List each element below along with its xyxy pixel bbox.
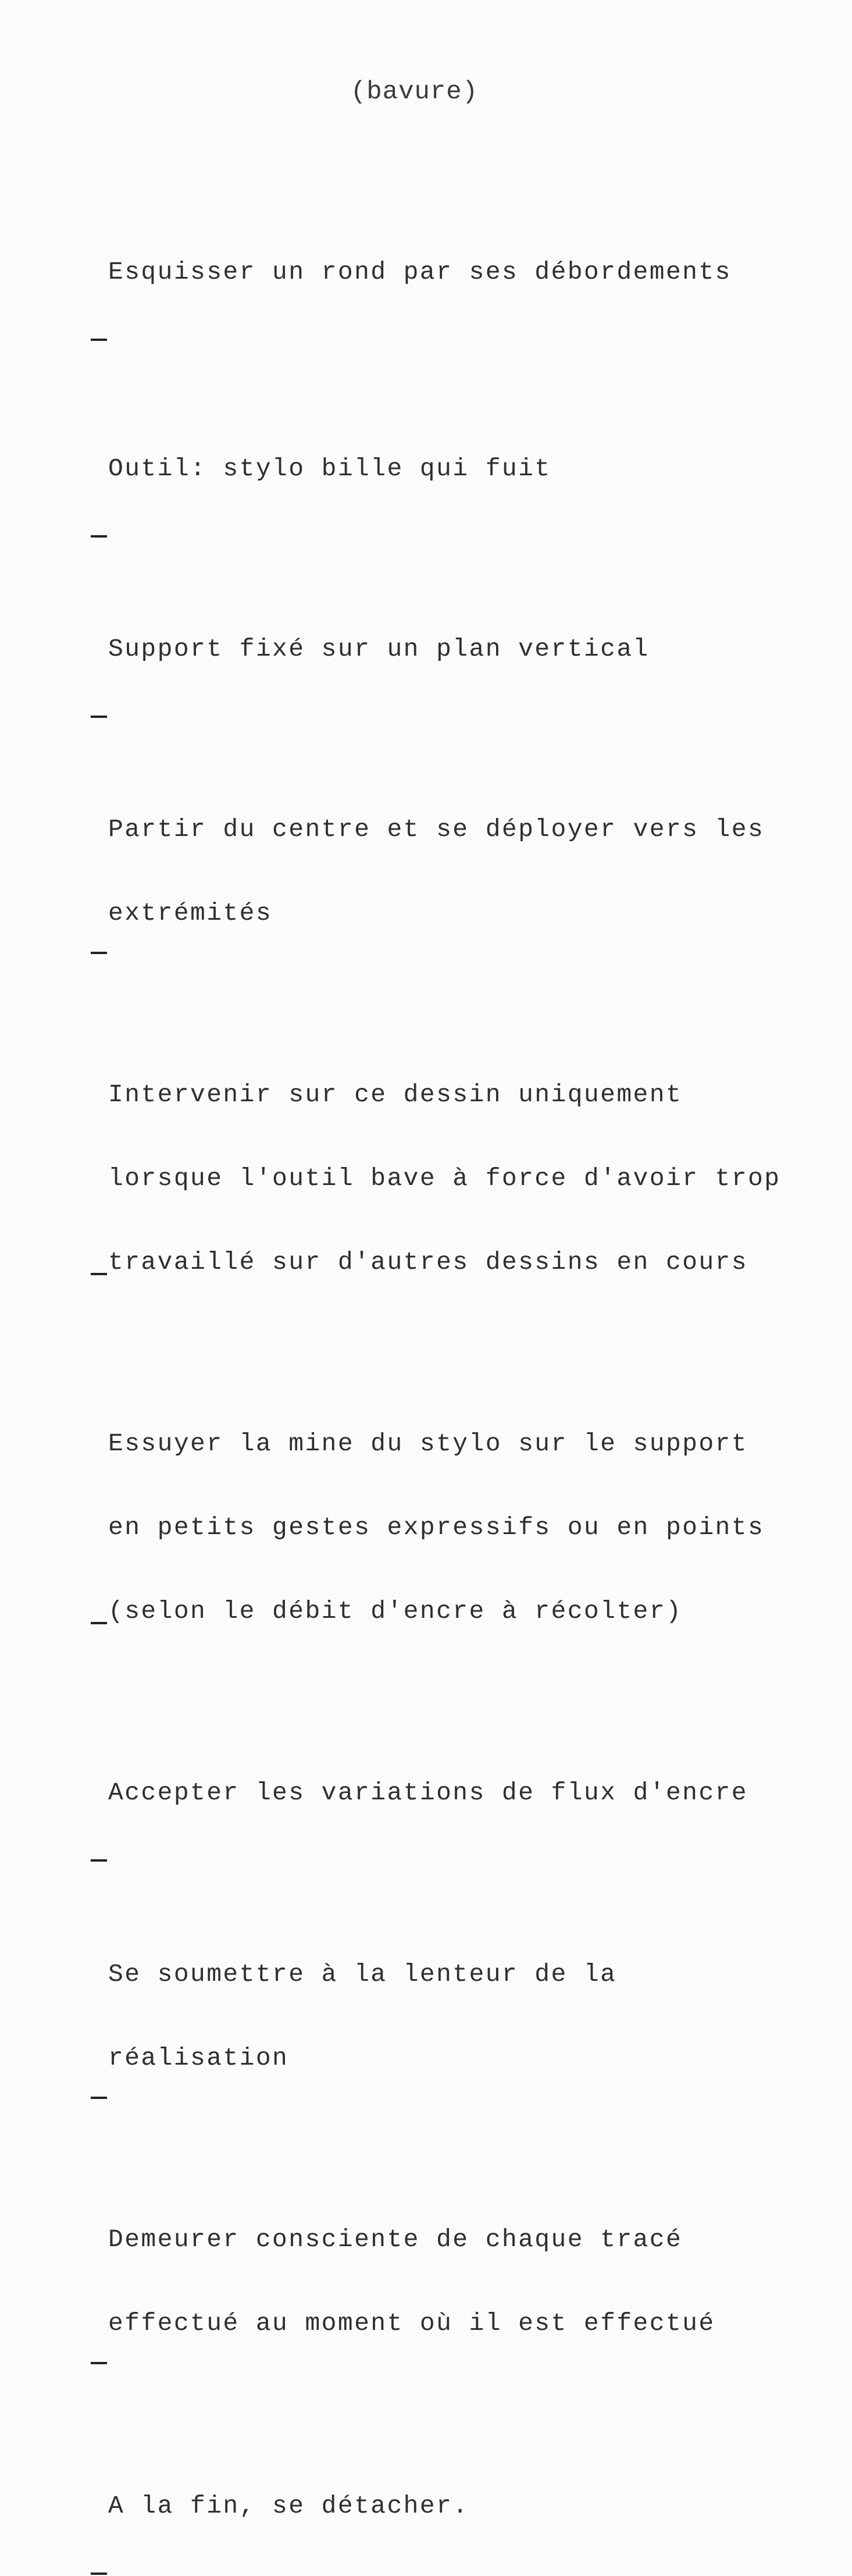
list-item (108, 1877, 818, 2128)
list-item (108, 1346, 818, 1681)
dash-marker (91, 1622, 107, 1624)
dash-marker (91, 2573, 107, 2575)
dash-marker (91, 2362, 107, 2364)
item-line: effectué au moment où il est effectué (108, 2309, 715, 2337)
dash-marker (91, 339, 107, 341)
list-item (108, 732, 818, 983)
dash-marker (91, 1273, 107, 1275)
item-line: lorsque l'outil bave à force d'avoir trop (108, 1164, 781, 1193)
list-item (108, 2408, 818, 2576)
item-line: extrémités (108, 899, 273, 927)
dash-marker (91, 716, 107, 718)
item-line: Esquisser un rond par ses débordements (108, 258, 732, 286)
item-line: Partir du centre et se déployer vers les (108, 815, 765, 844)
instruction-list (108, 175, 818, 2576)
item-line: travaillé sur d'autres dessins en cours (108, 1248, 748, 1276)
page-title: (bavure) (350, 77, 479, 106)
item-line: réalisation (108, 2044, 289, 2072)
dash-marker (91, 535, 107, 538)
list-item (108, 371, 818, 539)
item-line: A la fin, se détacher. (108, 2492, 469, 2520)
item-line: Essuyer la mine du stylo sur le support (108, 1429, 748, 1458)
item-line: (selon le débit d'encre à récolter) (108, 1597, 683, 1625)
item-line: Accepter les variations de flux d'encre (108, 1778, 748, 1807)
dash-marker (91, 2097, 107, 2099)
dash-marker (91, 952, 107, 954)
list-item (108, 175, 818, 342)
list-item (108, 1695, 818, 1863)
list-item (108, 2142, 818, 2393)
list-item (108, 997, 818, 1332)
item-line: Demeurer consciente de chaque tracé (108, 2225, 683, 2254)
item-line: en petits gestes expressifs ou en points (108, 1513, 765, 1542)
item-line: Outil: stylo bille qui fuit (108, 454, 551, 483)
dash-marker (91, 1859, 107, 1862)
item-line: Se soumettre à la lenteur de la (108, 1960, 617, 1988)
list-item (108, 552, 818, 719)
item-line: Intervenir sur ce dessin uniquement (108, 1080, 683, 1109)
item-line: Support fixé sur un plan vertical (108, 635, 650, 663)
